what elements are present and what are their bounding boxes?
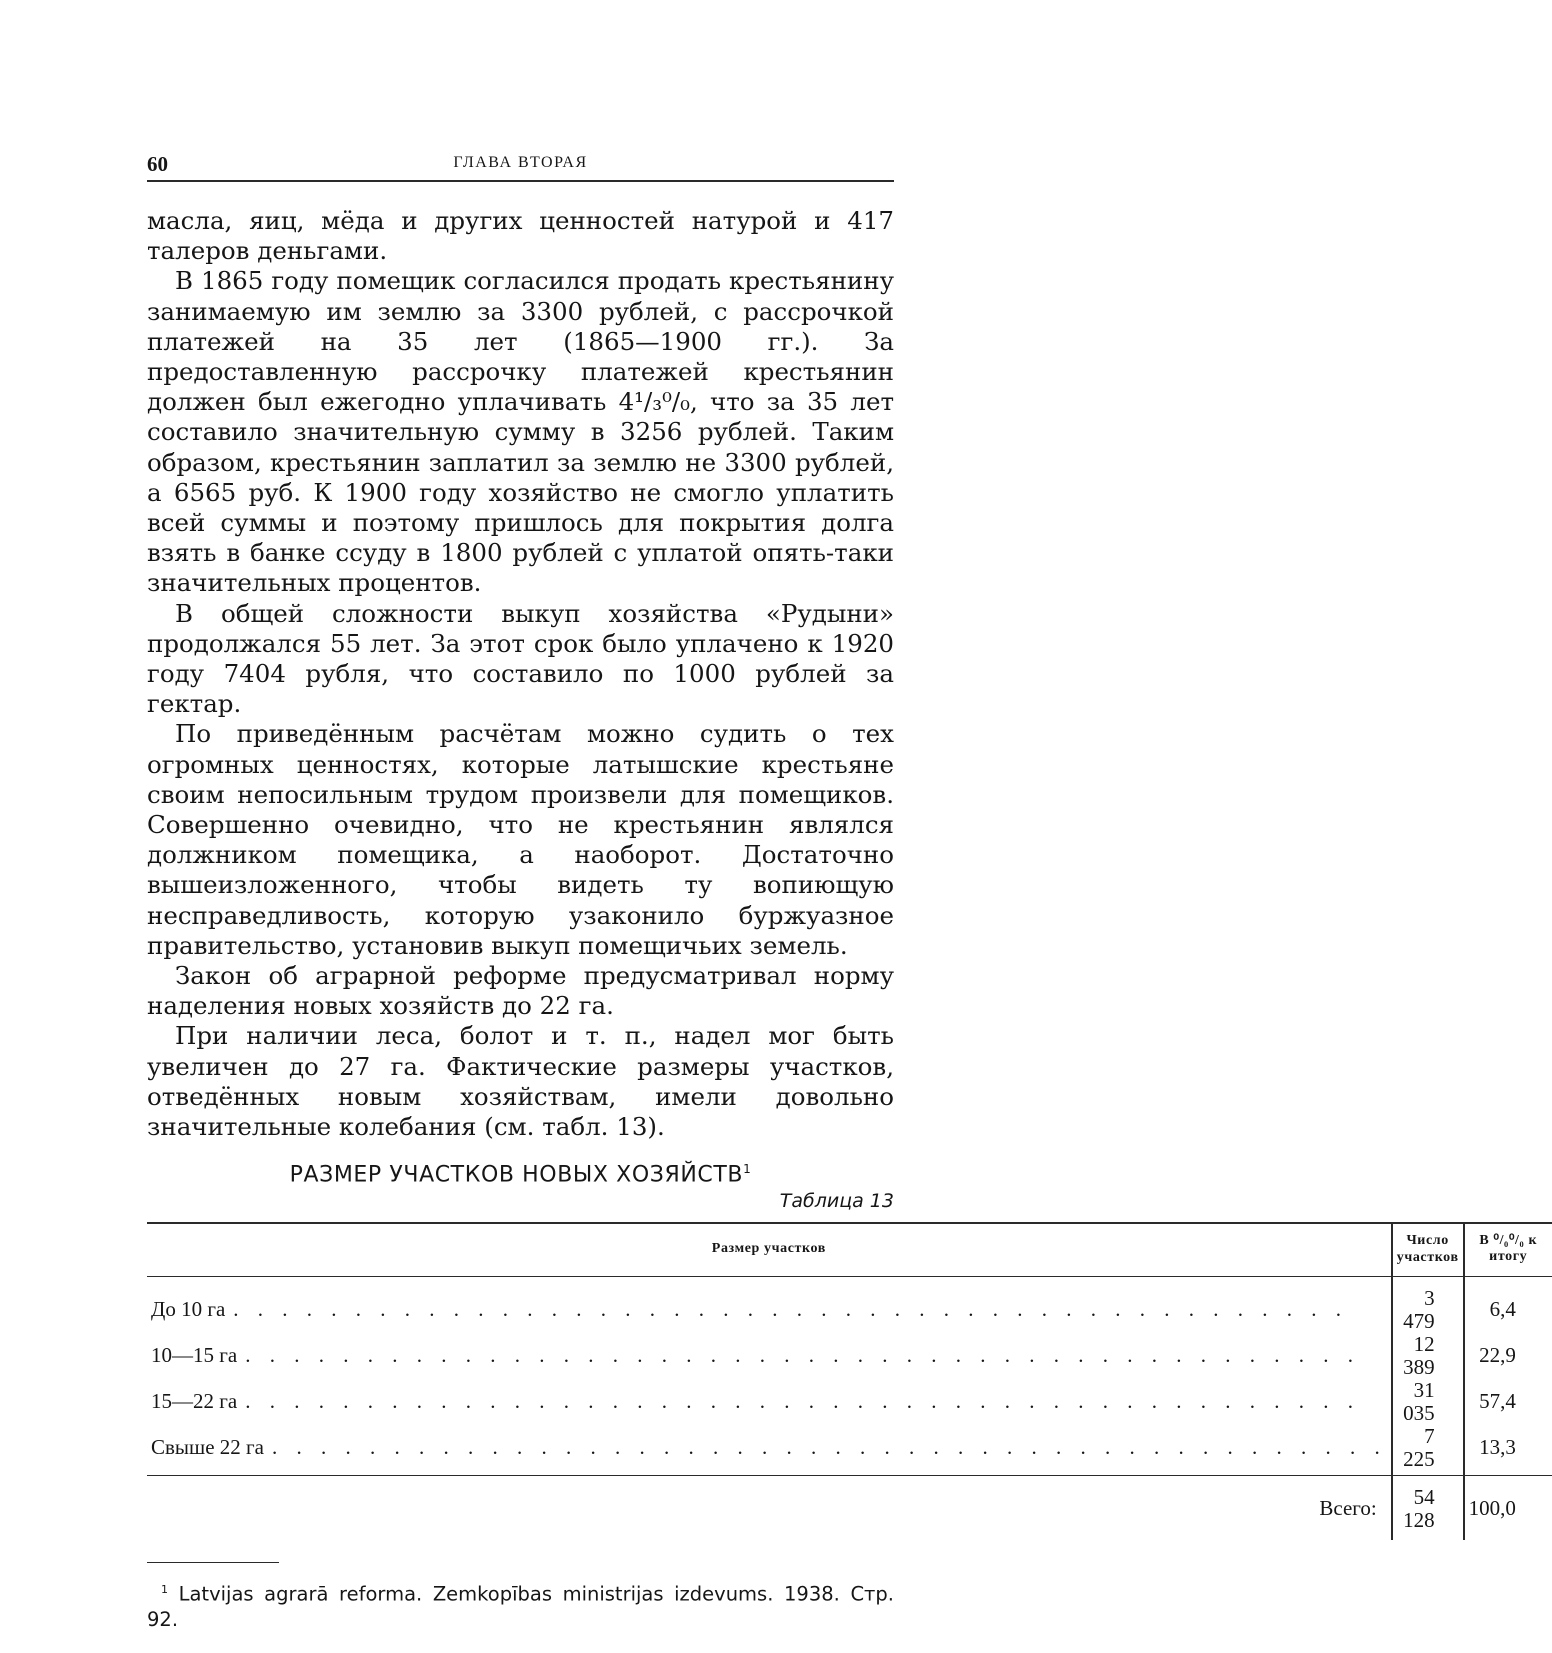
table-total-row	[147, 1475, 1552, 1540]
table-title	[147, 1162, 894, 1187]
footnote-marker: 1	[161, 1582, 168, 1596]
row-count-value: 31 035	[1392, 1379, 1464, 1425]
page-number: 60	[147, 152, 168, 176]
body-text	[147, 206, 894, 1142]
running-head	[147, 150, 894, 182]
dot-leader	[245, 1344, 1387, 1367]
row-size-label: 15—22 га	[151, 1389, 238, 1414]
row-count-value: 12 389	[1392, 1333, 1464, 1379]
row-size-label: 10—15 га	[151, 1343, 238, 1368]
paragraph-purchase-1865: В 1865 году помещик согласился продать крестьянину занимаемую им землю за 3300 рублей, с рассрочкой платежей на 35 лет (1865—1900 гг.). За предоставленную рассрочку платежей крестьянин должен был ежегодно уплачивать 4¹/₃⁰/₀, что за 35 лет составило значительную сумму в 3256 рублей. Таким образом, крестьянин заплатил за землю не 3300 рублей, а 6565 руб. К 1900 году хозяйство не смогло уплатить всей суммы и поэтому пришлось для покрытия долга взять в банке ссуду в 1800 рублей с уплатой опять-таки значительных процентов.	[147, 266, 894, 598]
row-percent-value: 57,4	[1464, 1379, 1552, 1425]
row-count-value: 7 225	[1392, 1425, 1464, 1476]
footnote-divider	[147, 1562, 279, 1563]
table-number: Таблица 13	[779, 1189, 894, 1212]
total-count-value: 54 128	[1392, 1475, 1464, 1540]
dot-leader	[233, 1298, 1386, 1321]
row-size-label: До 10 га	[151, 1297, 226, 1322]
plot-size-table	[147, 1222, 1552, 1540]
table-title-text: РАЗМЕР УЧАСТКОВ НОВЫХ ХОЗЯЙСТВ	[289, 1162, 744, 1188]
dot-leader	[272, 1436, 1387, 1459]
dot-leader	[245, 1390, 1387, 1413]
paragraph-reform-law: Закон об аграрной реформе предусматривал норму наделения новых хозяйств до 22 га.	[147, 961, 894, 1021]
table-row	[147, 1276, 1552, 1333]
table-row	[147, 1379, 1552, 1425]
table-row	[147, 1333, 1552, 1379]
paragraph-continuation: масла, яиц, мёда и других ценностей натурой и 417 талеров деньгами.	[147, 206, 894, 266]
row-size-label: Свыше 22 га	[151, 1435, 264, 1460]
footnote	[147, 1577, 894, 1634]
chapter-title: ГЛАВА ВТОРАЯ	[453, 154, 588, 171]
total-label: Всего:	[147, 1475, 1392, 1540]
footnote-text: Latvijas agrarā reforma. Zemkopības ministrijas izdevums. 1938. Стр. 92.	[147, 1582, 894, 1632]
row-percent-value: 22,9	[1464, 1333, 1552, 1379]
table-header-row	[147, 1223, 1552, 1277]
table-row	[147, 1425, 1552, 1476]
column-header-count: Число участков	[1392, 1223, 1464, 1277]
row-percent-value: 13,3	[1464, 1425, 1552, 1476]
total-percent-value: 100,0	[1464, 1475, 1552, 1540]
table-footnote-marker: 1	[743, 1162, 752, 1177]
paragraph-rudyni-buyout: В общей сложности выкуп хозяйства «Рудыни» продолжался 55 лет. За этот срок было уплачено к 1920 году 7404 рубля, что составило по 1000 рублей за гектар.	[147, 598, 894, 719]
book-page	[147, 150, 1538, 1653]
column-header-percent: В ⁰/₀⁰/₀ к итогу	[1464, 1223, 1552, 1277]
column-header-size: Размер участков	[147, 1223, 1392, 1277]
paragraph-plot-sizes: При наличии леса, болот и т. п., надел мог быть увеличен до 27 га. Фактические размеры участков, отведённых новым хозяйствам, имели довольно значительные колебания (см. табл. 13).	[147, 1021, 894, 1142]
row-percent-value: 6,4	[1464, 1276, 1552, 1333]
paragraph-calculations: По приведённым расчётам можно судить о тех огромных ценностях, которые латышские крестьяне своим непосильным трудом произвели для помещиков. Совершенно очевидно, что не крестьянин являлся должником помещика, а наоборот. Достаточно вышеизложенного, чтобы видеть ту вопиющую несправедливость, которую узаконило буржуазное правительство, установив выкуп помещичьих земель.	[147, 719, 894, 960]
row-count-value: 3 479	[1392, 1276, 1464, 1333]
